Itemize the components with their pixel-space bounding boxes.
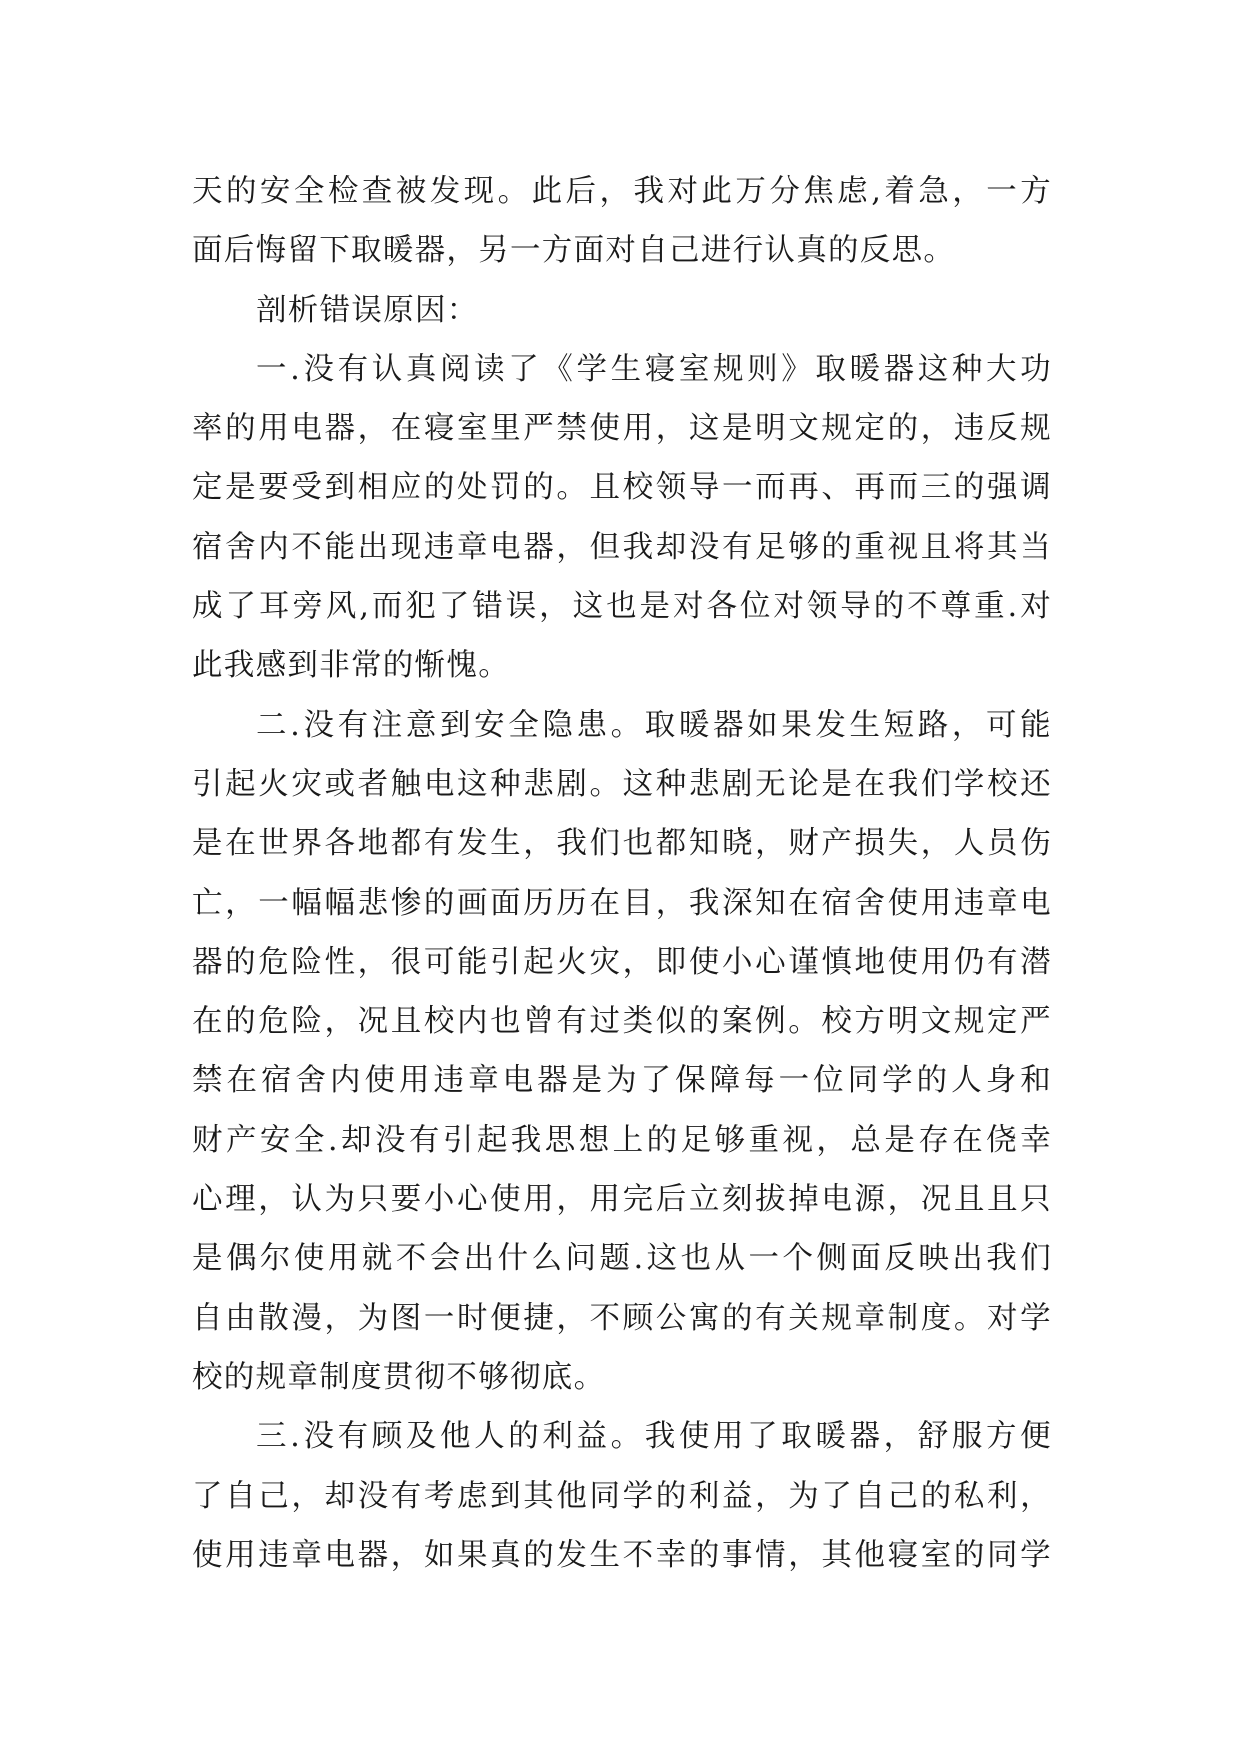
document-line: 二.没有注意到安全隐患。取暖器如果发生短路，可能 xyxy=(256,707,1052,743)
document-line: 成了耳旁风,而犯了错误，这也是对各位对领导的不尊重.对 xyxy=(192,589,1052,625)
document-line: 此我感到非常的惭愧。 xyxy=(192,648,510,684)
document-body xyxy=(192,162,1052,1585)
document-line: 宿舍内不能出现违章电器，但我却没有足够的重视且将其当 xyxy=(192,529,1052,565)
document-line: 面后悔留下取暖器，另一方面对自己进行认真的反思。 xyxy=(192,233,956,269)
document-line: 禁在宿舍内使用违章电器是为了保障每一位同学的人身和 xyxy=(192,1063,1052,1099)
document-line: 财产安全.却没有引起我思想上的足够重视，总是存在侥幸 xyxy=(192,1122,1052,1158)
document-line: 剖析错误原因： xyxy=(256,292,479,328)
document-line: 心理，认为只要小心使用，用完后立刻拔掉电源，况且且只 xyxy=(192,1182,1052,1218)
document-line: 自由散漫，为图一时便捷，不顾公寓的有关规章制度。对学 xyxy=(192,1300,1052,1336)
document-line: 了自己，却没有考虑到其他同学的利益，为了自己的私利， xyxy=(192,1478,1052,1514)
document-line: 在的危险，况且校内也曾有过类似的案例。校方明文规定严 xyxy=(192,1004,1052,1040)
document-line: 三.没有顾及他人的利益。我使用了取暖器，舒服方便 xyxy=(256,1419,1052,1455)
document-line: 一.没有认真阅读了《学生寝室规则》取暖器这种大功 xyxy=(256,351,1052,387)
document-line: 定是要受到相应的处罚的。且校领导一而再、再而三的强调 xyxy=(192,470,1052,506)
document-line: 是在世界各地都有发生，我们也都知晓，财产损失，人员伤 xyxy=(192,826,1052,862)
document-line: 器的危险性，很可能引起火灾，即使小心谨慎地使用仍有潜 xyxy=(192,944,1052,980)
document-line: 校的规章制度贯彻不够彻底。 xyxy=(192,1359,606,1395)
document-line: 引起火灾或者触电这种悲剧。这种悲剧无论是在我们学校还 xyxy=(192,766,1052,802)
document-line: 天的安全检查被发现。此后，我对此万分焦虑,着急，一方 xyxy=(192,174,1052,209)
document-line: 是偶尔使用就不会出什么问题.这也从一个侧面反映出我们 xyxy=(192,1241,1052,1277)
document-line: 率的用电器，在寝室里严禁使用，这是明文规定的，违反规 xyxy=(192,411,1052,447)
document-line: 亡，一幅幅悲惨的画面历历在目，我深知在宿舍使用违章电 xyxy=(192,885,1052,921)
document-line: 使用违章电器，如果真的发生不幸的事情，其他寝室的同学 xyxy=(192,1537,1052,1573)
